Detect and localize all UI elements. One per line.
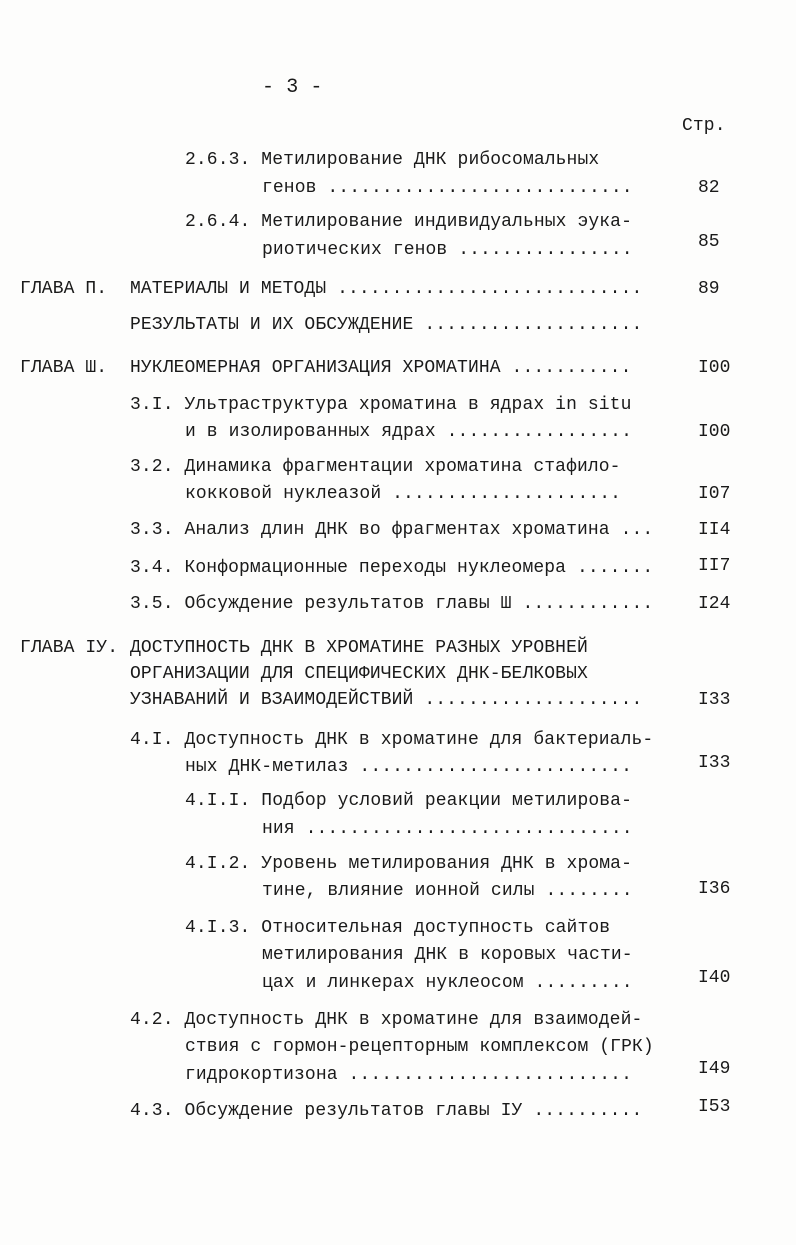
toc-entry-line: ГЛАВА IУ. xyxy=(20,638,119,658)
toc-entry-line: риотических генов ................ xyxy=(262,240,633,260)
toc-entry-line: 4.2. Доступность ДНК в хроматине для взаимодей- xyxy=(130,1010,643,1030)
toc-entry-line: ных ДНК-метилаз ......................... xyxy=(185,757,632,777)
toc-entry-line: ния .............................. xyxy=(262,819,633,839)
toc-entry-line: генов ............................ xyxy=(262,178,633,198)
toc-entry-line: НУКЛЕОМЕРНАЯ ОРГАНИЗАЦИЯ ХРОМАТИНА ........... xyxy=(130,358,632,378)
toc-entry-line: ДОСТУПНОСТЬ ДНК В ХРОМАТИНЕ РАЗНЫХ УРОВНЕЙ xyxy=(130,638,588,658)
toc-entry-line: 4.I.2. Уровень метилирования ДНК в хрома- xyxy=(185,854,632,874)
toc-page-number: I33 xyxy=(698,690,731,710)
toc-page-number: 85 xyxy=(698,232,720,252)
toc-page-number: I53 xyxy=(698,1097,731,1117)
toc-entry-line: 4.3. Обсуждение результатов главы IУ .......... xyxy=(130,1101,643,1121)
toc-entry-line: МАТЕРИАЛЫ И МЕТОДЫ ............................ xyxy=(130,279,643,299)
toc-entry-line: ОРГАНИЗАЦИИ ДЛЯ СПЕЦИФИЧЕСКИХ ДНК-БЕЛКОВЫХ xyxy=(130,664,588,684)
page-number: - 3 - xyxy=(262,76,323,99)
toc-page-number: I00 xyxy=(698,358,731,378)
toc-entry-line: 3.5. Обсуждение результатов главы Ш ............ xyxy=(130,594,654,614)
toc-entry-line: метилирования ДНК в коровых части- xyxy=(262,945,633,965)
toc-page-number: II4 xyxy=(698,520,731,540)
toc-entry-line: 3.2. Динамика фрагментации хроматина стафило- xyxy=(130,457,621,477)
toc-entry-line: гидрокортизона .......................... xyxy=(185,1065,632,1085)
toc-entry-line: и в изолированных ядрах ................. xyxy=(185,422,632,442)
toc-page-number: I40 xyxy=(698,968,731,988)
toc-entry-line: 3.4. Конформационные переходы нуклеомера ....... xyxy=(130,558,654,578)
toc-entry-line: 2.6.3. Метилирование ДНК рибосомальных xyxy=(185,150,600,170)
toc-entry-line: 4.I. Доступность ДНК в хроматине для бактериаль- xyxy=(130,730,654,750)
page-column-header: Стр. xyxy=(682,116,726,136)
toc-entry-line: ГЛАВА Ш. xyxy=(20,358,108,378)
toc-entry-line: РЕЗУЛЬТАТЫ И ИХ ОБСУЖДЕНИЕ .................... xyxy=(130,315,643,335)
toc-entry-line: ствия с гормон-рецепторным комплексом (ГРК) xyxy=(185,1037,654,1057)
toc-entry-line: УЗНАВАНИЙ И ВЗАИМОДЕЙСТВИЙ .................... xyxy=(130,690,643,710)
toc-page-number: II7 xyxy=(698,556,731,576)
toc-entry-line: 3.3. Анализ длин ДНК во фрагментах хроматина ... xyxy=(130,520,654,540)
toc-entry-line: тине, влияние ионной силы ........ xyxy=(262,881,633,901)
toc-entry-line: кокковой нуклеазой ..................... xyxy=(185,484,622,504)
toc-entry-line: 3.I. Ультраструктура хроматина в ядрах in situ xyxy=(130,395,632,415)
toc-page-number: I49 xyxy=(698,1059,731,1079)
toc-page-number: 82 xyxy=(698,178,720,198)
toc-entry-line: 4.I.3. Относительная доступность сайтов xyxy=(185,918,611,938)
toc-page-number: I07 xyxy=(698,484,731,504)
toc-page-number: 89 xyxy=(698,279,720,299)
toc-page-number: I00 xyxy=(698,422,731,442)
toc-entry-line: 4.I.I. Подбор условий реакции метилирова- xyxy=(185,791,632,811)
toc-entry-line: ГЛАВА П. xyxy=(20,279,108,299)
toc-entry-line: цах и линкерах нуклеосом ......... xyxy=(262,973,633,993)
toc-page-number: I24 xyxy=(698,594,731,614)
toc-entry-line: 2.6.4. Метилирование индивидуальных эука- xyxy=(185,212,632,232)
toc-page-number: I33 xyxy=(698,753,731,773)
toc-page-number: I36 xyxy=(698,879,731,899)
